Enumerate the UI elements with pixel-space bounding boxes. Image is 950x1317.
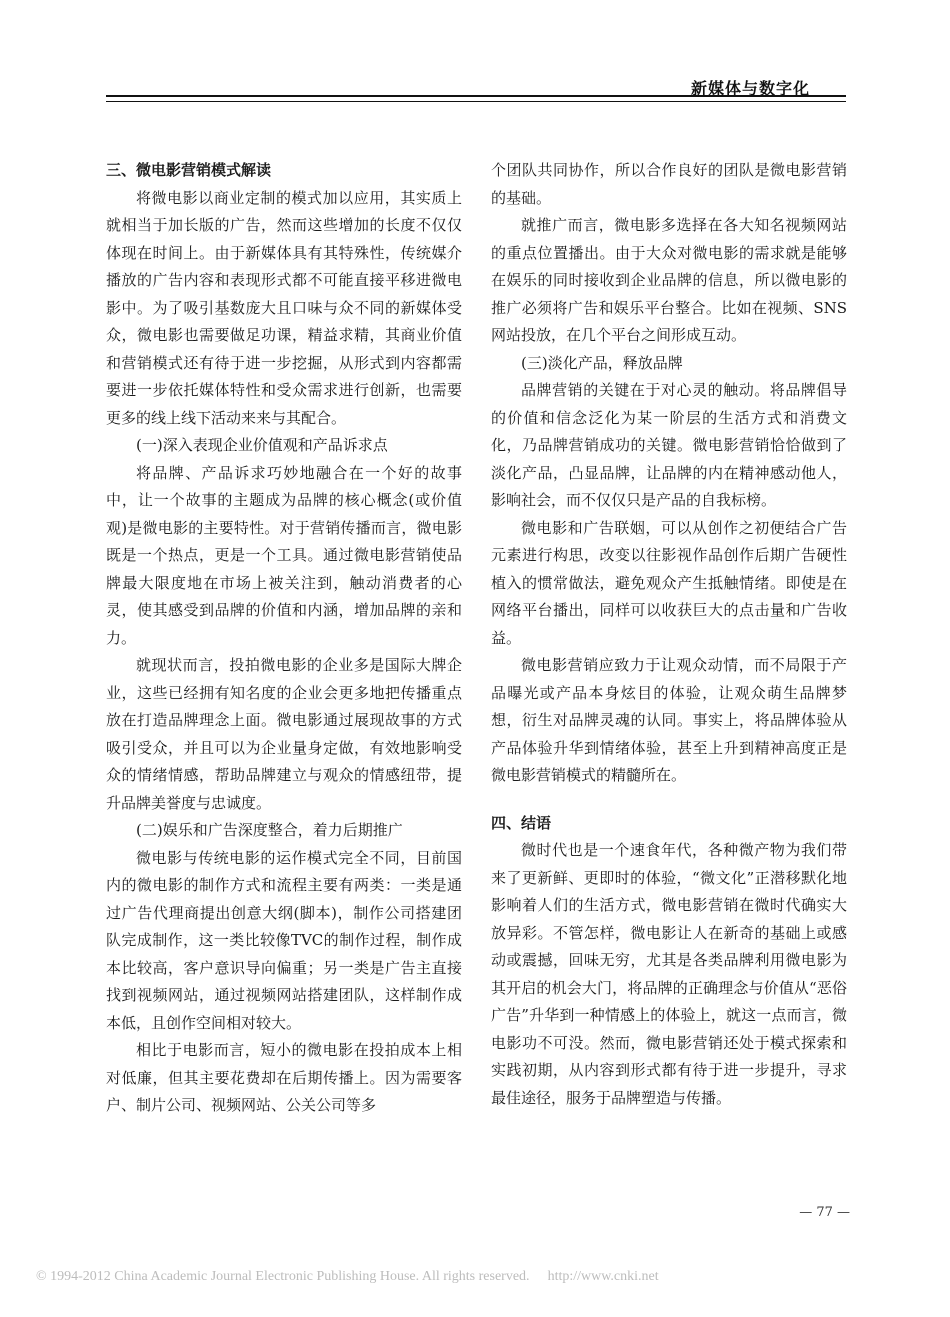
header-rule: [106, 95, 846, 102]
paragraph-9: 微电影营销应致力于让观众动情，而不局限于产品曝光或产品本身炫目的体验，让观众萌生品牌梦想，衍生对品牌灵魂的认同。事实上，将品牌体验从产品体验升华到情绪体验，甚至上升到精神高度正是微电影营销模式的精髓所在。: [491, 656, 847, 784]
copyright-text: © 1994-2012 China Academic Journal Electronic Publishing House. All rights reserved.: [36, 1269, 530, 1284]
paragraph-6: 就推广而言，微电影多选择在各大知名视频网站的重点位置播出。由于大众对微电影的需求就是能够在娱乐的同时接收到企业品牌的信息，所以微电影的推广必须将广告和娱乐平台整合。比如在视频、SNS网站投放，在几个平台之间形成互动。: [491, 216, 847, 344]
paragraph-5-continued: 个团队共同协作，所以合作良好的团队是微电影营销的基础。: [491, 161, 847, 207]
paragraph-1: 将微电影以商业定制的模式加以应用，其实质上就相当于加长版的广告，然而这些增加的长度不仅仅体现在时间上。由于新媒体具有其特殊性，传统媒介播放的广告内容和表现形式都不可能直接平移进微电影中。为了吸引基数庞大且口味与众不同的新媒体受众，微电影也需要做足功课，精益求精，其商业价值和营销模式还有待于进一步挖掘，从形式到内容都需要进一步依托媒体特性和受众需求进行创新，也需要更多的线上线下活动来来与其配合。: [106, 188, 462, 427]
paragraph-10: 微时代也是一个速食年代，各种微产物为我们带来了更新鲜、更即时的体验，“微文化”正潜移默化地影响着人们的生活方式，微电影营销在微时代确实大放异彩。不管怎样，微电影让人在新奇的基础上或感动或震撼，回味无穷，尤其是各类品牌利用微电影为其开启的机会大门，将品牌的正确理念与价值从“恶俗广告”升华到一种情感上的体验上，就这一点而言，微电影功不可没。然而，微电影营销还处于模式探索和实践初期，从内容到形式都有待于进一步提升，寻求最佳途径，服务于品牌塑造与传播。: [491, 841, 847, 1107]
subheading-1: (一)深入表现企业价值观和产品诉求点: [136, 436, 388, 454]
section-heading-3: 三、微电影营销模式解读: [106, 161, 272, 179]
subheading-2: (二)娱乐和广告深度整合，着力后期推广: [136, 821, 403, 839]
header-title: 新媒体与数字化: [690, 79, 810, 98]
page-number: — 77 —: [799, 1205, 850, 1220]
paragraph-8: 微电影和广告联姻，可以从创作之初便结合广告元素进行构思，改变以往影视作品创作后期广告硬性植入的惯常做法，避免观众产生抵触情绪。即使是在网络平台播出，同样可以收获巨大的点击量和广告收益。: [491, 518, 847, 647]
cnki-link[interactable]: http://www.cnki.net: [547, 1269, 659, 1284]
paragraph-3: 就现状而言，投拍微电影的企业多是国际大牌企业，这些已经拥有知名度的企业会更多地把传播重点放在打造品牌理念上面。微电影通过展现故事的方式吸引受众，并且可以为企业量身定做，有效地影响受众的情绪情感，帮助品牌建立与观众的情感纽带，提升品牌美誉度与忠诚度。: [106, 656, 462, 812]
paragraph-4: 微电影与传统电影的运作模式完全不同，目前国内的微电影的制作方式和流程主要有两类：一类是通过广告代理商提出创意大纲(脚本)，制作公司搭建团队完成制作，这一类比较像TVC的制作过程，制作成本比较高，客户意识导向偏重；另一类是广告主直接找到视频网站，通过视频网站搭建团队，这样制作成本低，且创作空间相对较大。: [106, 848, 462, 1032]
paragraph-7: 品牌营销的关键在于对心灵的触动。将品牌倡导的价值和信念泛化为某一阶层的生活方式和消费文化，乃品牌营销成功的关键。微电影营销恰恰做到了淡化产品，凸显品牌，让品牌的内在精神感动他人，影响社会，而不仅仅只是产品的自我标榜。: [491, 381, 847, 509]
left-column: [106, 157, 462, 1120]
subheading-3: (三)淡化产品，释放品牌: [521, 353, 683, 372]
paragraph-2: 将品牌、产品诉求巧妙地融合在一个好的故事中，让一个故事的主题成为品牌的核心概念(或价值观)是微电影的主要特性。对于营销传播而言，微电影既是一个热点，更是一个工具。通过微电影营销使品牌最大限度地在市场上被关注到，触动消费者的心灵，使其感受到品牌的价值和内涵，增加品牌的亲和力。: [106, 463, 462, 647]
paragraph-5: 相比于电影而言，短小的微电影在投拍成本上相对低廉，但其主要花费却在后期传播上。因为需要客户、制片公司、视频网站、公关公司等多: [106, 1041, 462, 1114]
copyright-notice: [36, 1269, 659, 1285]
right-column: [491, 157, 847, 1112]
section-heading-4: 四、结语: [491, 813, 552, 832]
